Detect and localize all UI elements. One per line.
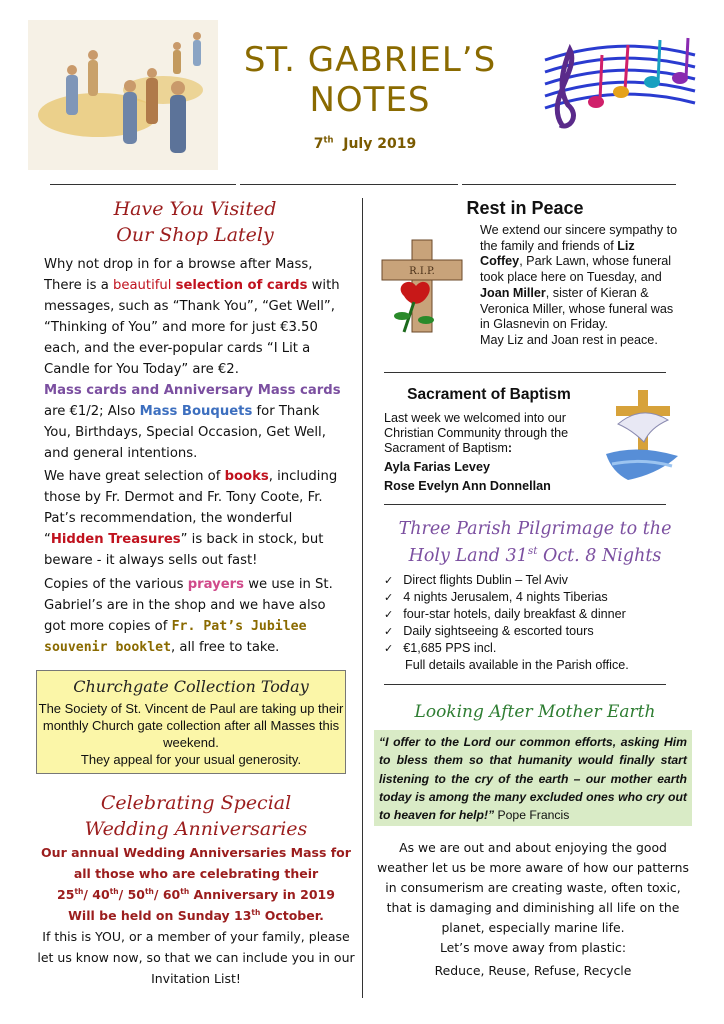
list-item: ✓ 4 nights Jerusalem, 4 nights Tiberias [384,589,684,606]
date-suffix: th [323,134,334,145]
wedding-heading [36,790,356,842]
header-rule-right [462,184,676,185]
list-item: ✓ four-star hotels, daily breakfast & dinner [384,606,684,623]
list-item: ✓ Direct flights Dublin – Tel Aviv [384,572,684,589]
date-day: 7 [313,136,324,152]
rip-rule [384,372,666,373]
rip-name-2: Joan Miller [480,285,546,300]
pilgrimage-rule [384,684,666,685]
churchgate-box [36,670,346,774]
earth-body [374,838,692,981]
shop-paragraph-mass-cards: Mass cards and Anniversary Mass cards are €1/2; Also Mass Bouquets for Thank You, Birthdays, Special Occasion, Get Well, and general intentions. [44,383,341,461]
shop-heading-line-2: Our Shop Lately [116,224,274,246]
baptism-name-2: Rose Evelyn Ann Donnellan [384,479,551,493]
wedding-line-4: If this is YOU, or a member of your family, please let us know now, so that we can include you in our Invitation List! [37,929,355,986]
header-rule-left [50,184,236,185]
earth-paragraph: As we are out and about enjoying the good weather let us be more aware of how our patterns in consumerism are creating waste, often toxic, that is damaging and diminishing all life on the planet, especially marine life. [377,840,689,935]
shop-heading [40,196,350,248]
header-rule-mid [240,184,458,185]
earth-slogan: Reduce, Reuse, Refuse, Recycle [434,963,632,978]
wedding-heading-line-1: Celebrating Special [100,792,292,814]
wedding-line-3: Will be held on Sunday 13th October. [68,907,324,923]
newsletter-title [210,40,530,120]
pilgrimage-heading-line-1: Three Parish Pilgrimage to the [398,519,672,539]
churchgate-text: The Society of St. Vincent de Paul are taking up their monthly Church gate collection after all Masses this weekend. [38,701,344,750]
apostles-illustration [28,20,218,170]
earth-heading: Looking After Mother Earth [414,702,656,722]
cross-inscription: R.I.P. [409,266,435,277]
title-line-1: ST. GABRIEL’S [243,40,497,80]
baptism-text: Last week we welcomed into our Christian Community through the Sacrament of Baptism: Ayla Farias Levey Rose Evelyn Ann Donnellan [384,411,594,494]
pilgrimage-list [384,572,684,657]
rip-text: We extend our sincere sympathy to the family and friends of Liz Coffey, Park Lawn, whose funeral took place here on Tuesday, and Joan Miller, sister of Kieran & Veronica Miller, whose funeral was in Glasnevin on Friday. May Liz and Joan rest in peace. [480,223,678,347]
pope-quote: “I offer to the Lord our common efforts, asking Him to bless them so that humanity would finally start listening to the cry of the earth – our mother earth today is among the many excluded ones who cry out to heaven for help!” Pope Francis [374,730,692,826]
baptism-name-1: Ayla Farias Levey [384,460,490,474]
churchgate-heading: Churchgate Collection Today [73,677,309,696]
cross-rose-icon [374,236,470,336]
earth-plastic-line: Let’s move away from plastic: [439,940,627,955]
wedding-line-2: 25th/ 40th/ 50th/ 60th Anniversary in 2019 [57,886,335,902]
rip-heading: Rest in Peace [466,198,584,218]
issue-date [290,136,440,152]
wedding-line-1: Our annual Wedding Anniversaries Mass for all those who are celebrating their [41,845,351,881]
dove-cross-icon [598,384,686,488]
pilgrimage-heading [370,516,700,570]
shop-paragraph-books: We have great selection of books, including those by Fr. Dermot and Fr. Tony Coote, Fr. Pat’s recommendation, the wonderful “Hidden Treasures” is back in stock, but beware - it always sells out fast! [44,469,338,568]
list-item: ✓ Daily sightseeing & escorted tours [384,623,684,640]
pilgrimage-footer: Full details available in the Parish office. [405,658,629,672]
wedding-body [36,842,356,989]
rip-name-1: Liz Coffey [480,238,635,269]
list-item: ✓ €1,685 PPS incl. [384,640,684,657]
shop-heading-line-1: Have You Visited [113,198,277,220]
shop-paragraph-prayers: Copies of the various prayers we use in St. Gabriel’s are in the shop and we have also got more copies of Fr. Pat’s Jubilee souvenir booklet, all free to take. [44,577,333,655]
pilgrimage-heading-line-2: Holy Land 31st Oct. 8 Nights [408,545,662,566]
title-line-2: NOTES [309,80,431,120]
churchgate-appeal: They appeal for your usual generosity. [80,752,302,767]
baptism-rule [384,504,666,505]
column-divider [362,198,363,998]
music-notes-illustration [540,30,700,150]
baptism-heading: Sacrament of Baptism [407,386,571,403]
shop-paragraph-cards: Why not drop in for a browse after Mass, There is a beautiful selection of cards with messages, such as “Thank You”, “Get Well”, “Thinking of You” and more for just €3.50 each, and the ever-popular cards “I Lit a Candle for You Today” are €2. [44,257,340,377]
date-month-year: July 2019 [343,136,417,152]
wedding-heading-line-2: Wedding Anniversaries [84,818,308,840]
